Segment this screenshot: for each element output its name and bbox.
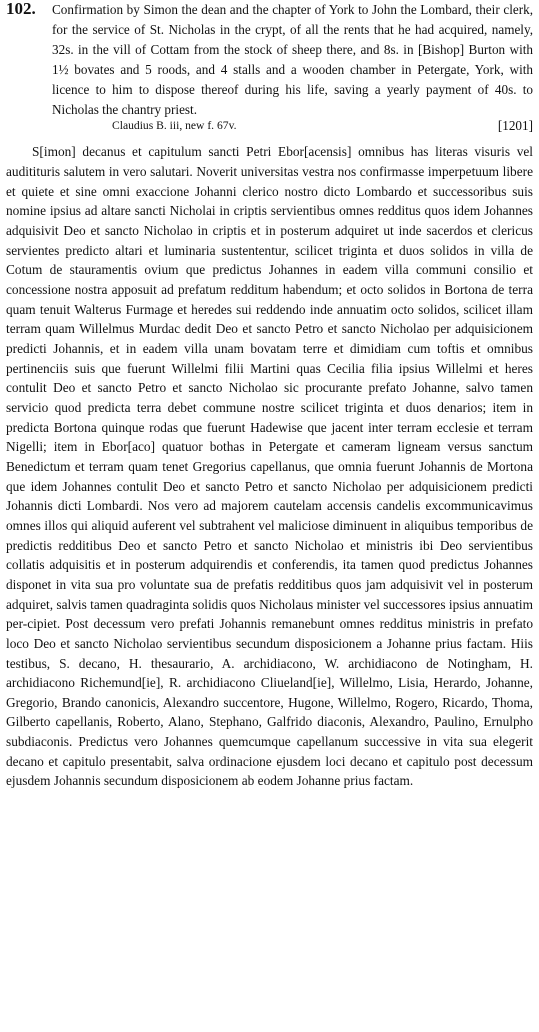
source-line: [52, 118, 533, 134]
charter-text: S[imon] decanus et capitulum sancti Petri Ebor[acensis] omnibus has literas visuris vel auditituris salutem in vero salutari. Noverit universitas vestra nos confirmasse imperpetuum libere et quiete et sine omni exaccione Johanni clerico nostro dicto Lombardo et successoribus suis nomine ipsius ad altare sancti Nicholai in criptis servientibus omnes redditus quos idem Johannes adquisivit Deo et sancto Nicholao in criptis et in posterum adquiret ut inde sacerdos et clericus servientes predicto altari et luminaria sustententur, scilicet triginta et duos solidos in villa de Cotum de stauramentis ovium que predictus Johannes in eadem villa communi consilio et concessione nostra apposuit ad prefatum redditum habendum; et octo solidos in Bortona de terra quam tenuit Walterus Furmage et heredes sui reddendo inde annuatim octo solidos, scilicet illam terram quam Willelmus Murdac dedit Deo et sancto Petro et sancto Nicholao per adquisicionem predicti Johannis, et in eadem villa unam bovatam terre et dimidiam cum toftis et omnibus pertinenciis suis que fuerunt Willelmi filii Martini quas Cecilia filia ipsius Willelmi et heres contulit Deo et sancto Petro et sancto Nicholao sic procurante prefato Johanne, salvo tamen servicio quod predicta terra debet commune nostre scilicet triginta et duos denarios; item in predicta Bortona quinque rodas que fuerunt Hadewise que jacent inter terram ecclesie et terram Nigelli; item in Ebor[aco] quatuor bothas in Petergate et cameram ligneam versus sanctum Benedictum et terram quam tenet Gregorius capellanus, que omnia fuerunt Johannis de Mortona que idem Johannes contulit Deo et sancto Petro et sancto Nicholao per adquisicionem predicti Johannis dicti Lombardi. Nos vero ad majorem cautelam accensis candelis excommunicavimus omnes illos qui aliquid auferent vel subtrahent vel maliciose diminuent in aliquibus temporibus de predictis redditibus Deo et sancto Petro et sancto Nicholao et ministris ibi Deo servientibus collatis adquisitis et in posterum adquirendis et conferendis, ita tamen quod predictus Johannes disponet in vita sua pro voluntate sua de prefatis redditibus quos jam adquisivit vel in posterum adquiret, salvis tamen quadraginta solidis quos Nicholaus minister vel successores ipsius annuatim per-cipiet. Post decessum vero prefati Johannis remanebunt omnes redditus ministris in prefato loco Deo et sancto Nicholao servientibus secundum disposicionem a Johanne prius factam. Hiis testibus, S. decano, H. thesaurario, A. archidiacono, W. archidiacono de Notingham, H. archidiacono Richemund[ie], R. archidiacono Cliueland[ie], Willelmo, Lisia, Herardo, Johanne, Gregorio, Brando canonicis, Alexandro succentore, Hugone, Willelmo, Rogero, Ricardo, Thoma, Gilberto capellanis, Roberto, Alano, Stephano, Galfrido diaconis, Alexandro, Paulino, Ernulpho subdiaconis. Predictus vero Johannes quemcumque capellanum successive in vita sua elegerit decano et capitulo presentabit, salva ordinacione ejusdem loci decano et capitulo post decessum ejusdem Johannis secundum disposicionem ab eodem Johanne prius factam.: [6, 144, 533, 789]
entry-number: 102.: [6, 0, 36, 18]
source-reference: Claudius B. iii, new f. 67v.: [112, 119, 237, 133]
document-page: [6, 0, 533, 791]
entry-date: [1201]: [497, 118, 533, 134]
entry-summary: Confirmation by Simon the dean and the chapter of York to John the Lombard, their clerk, for the service of St. Nicholas in the crypt, of all the rents that he had acquired, namely, 32s. in the vill of Cottam from the stock of sheep there, and 8s. in [Bishop] Burton with 1½ bovates and 5 roods, and 4 stalls and a wooden chamber in Petergate, York, with licence to him to dispose thereof during his life, saving a yearly payment of 40s. to Nicholas the chantry priest.: [52, 2, 533, 117]
entry-header: [6, 0, 533, 134]
